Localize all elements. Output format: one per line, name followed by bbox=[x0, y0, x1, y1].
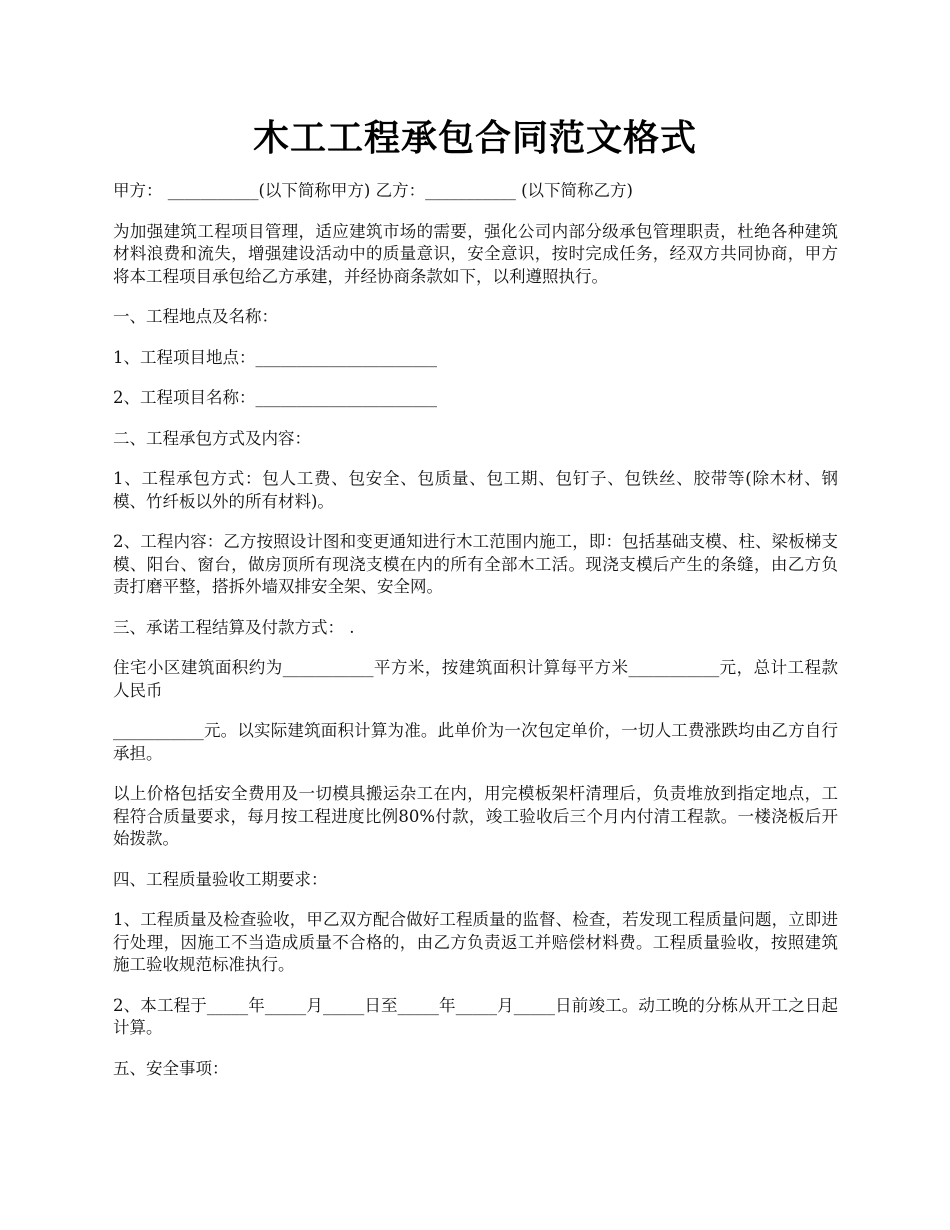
section-heading-4: 四、工程质量验收工期要求： bbox=[113, 869, 328, 889]
section-heading-1: 一、工程地点及名称： bbox=[113, 307, 278, 326]
work-content-paragraph: 2、工程内容：乙方按照设计图和变更通知进行木工范围内施工，即：包括基础支模、柱、梁板梯支模、阳台、窗台，做房顶所有现浇支模在内的所有全部木工活。现浇支模后产生的条缝，由乙方负责打磨平整，搭拆外墙双排安全架、安全网。 bbox=[113, 532, 838, 596]
area-price-paragraph: 住宅小区建筑面积约为___________平方米，按建筑面积计算每平方米___________元，总计工程款人民币 bbox=[113, 658, 838, 700]
section-heading-2: 二、工程承包方式及内容： bbox=[113, 428, 311, 448]
contract-method-paragraph: 1、工程承包方式：包人工费、包安全、包质量、包工期、包钉子、包铁丝、胶带等(除木材、钢模、竹纤板以外的所有材料)。 bbox=[113, 469, 838, 511]
parties-line: 甲方： ___________(以下简称甲方) 乙方：___________ (以下简称乙方) bbox=[113, 181, 633, 200]
total-price-paragraph: ___________元。以实际建筑面积计算为准。此单价为一次包定单价，一切人工费涨跌均由乙方自行承担。 bbox=[113, 721, 838, 763]
schedule-paragraph: 2、本工程于_____年_____月_____日至_____年_____月_____日前竣工。动工晚的分栋从开工之日起计算。 bbox=[113, 995, 838, 1037]
section-heading-3: 三、承诺工程结算及付款方式： . bbox=[113, 617, 355, 637]
section-heading-5: 五、安全事项： bbox=[113, 1058, 229, 1078]
payment-terms-paragraph: 以上价格包括安全费用及一切模具搬运杂工在内，用完模板架杆清理后，负责堆放到指定地点，工程符合质量要求，每月按工程进度比例80%付款，竣工验收后三个月内付清工程款。一楼浇板后开始拨款。 bbox=[113, 784, 838, 848]
project-location-line: 1、工程项目地点：______________________ bbox=[113, 347, 437, 367]
preamble-paragraph: 为加强建筑工程项目管理，适应建筑市场的需要，强化公司内部分级承包管理职责，杜绝各种建筑材料浪费和流失，增强建设活动中的质量意识，安全意识，按时完成任务，经双方共同协商，甲方将本工程项目承包给乙方承建，并经协商条款如下，以利遵照执行。 bbox=[113, 221, 838, 286]
project-name-line: 2、工程项目名称：______________________ bbox=[113, 388, 437, 407]
quality-inspection-paragraph: 1、工程质量及检查验收，甲乙双方配合做好工程质量的监督、检查，若发现工程质量问题，立即进行处理，因施工不当造成质量不合格的，由乙方负责返工并赔偿材料费。工程质量验收，按照建筑施工验收规范标准执行。 bbox=[113, 910, 838, 974]
document-title: 木工工程承包合同范文格式 bbox=[252, 117, 697, 159]
document-body bbox=[113, 180, 838, 1098]
